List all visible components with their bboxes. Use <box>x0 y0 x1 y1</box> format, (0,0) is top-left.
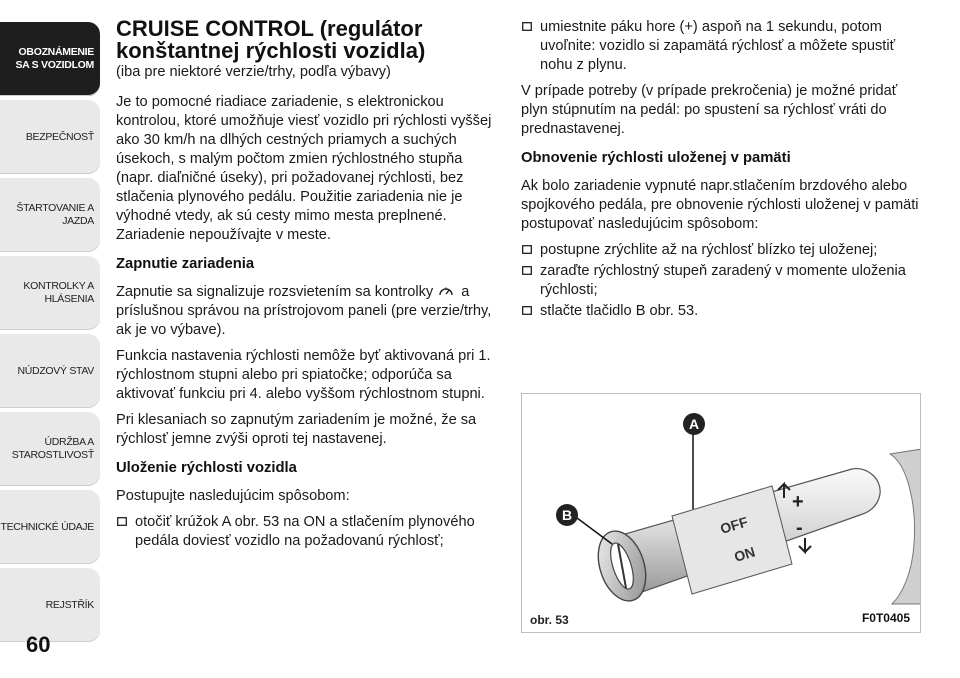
list-item-text: stlačte tlačidlo B obr. 53. <box>540 303 699 319</box>
figure-caption: obr. 53 <box>530 613 569 627</box>
on-label: ON <box>732 543 757 565</box>
minus-label: - <box>796 517 803 539</box>
overtake-paragraph: V prípade potreby (v prípade prekročenia) je možné pridať plyn stúpnutím na pedál: po spustení sa rýchlosť vráti do prednastavenej. <box>521 83 898 137</box>
activation-paragraph <box>116 283 494 340</box>
activation-note: Funkcia nastavenia rýchlosti nemôže byť aktivovaná pri 1. rýchlostnom stupni alebo pri spiatočke; odporúča sa aktivovať funkciu pri 4. alebo vyššom rýchlostnom stupni. <box>116 348 491 402</box>
slope-note: Pri klesaniach so zapnutým zariadením je možné, že sa rýchlosť jemne zvýši oproti tej nastavenej. <box>116 412 477 447</box>
tab-udrzba[interactable]: ÚDRŽBA A STAROSTLIVOSŤ <box>0 412 100 486</box>
list-item <box>116 513 494 551</box>
label-b: B <box>561 507 573 523</box>
arrow-down-icon <box>799 538 811 552</box>
page-number: 60 <box>26 632 51 657</box>
checkbox-bullet-icon <box>117 517 127 526</box>
section-subtitle: (iba pre niektoré verzie/trhy, podľa výbavy) <box>116 64 391 80</box>
restore-intro: Ak bolo zariadenie vypnuté napr.stlačením brzdového alebo spojkového pedála, pre obnovenie rýchlosti uloženej v pamäti postupovať nasledujúcim spôsobom: <box>521 178 919 232</box>
list-item-text: umiestnite páku hore (+) aspoň na 1 sekundu, potom uvoľnite: vozidlo si zapamätá rýchlosť a môžete spustiť nohu z plynu. <box>540 19 896 73</box>
list-item <box>521 18 921 75</box>
label-a: A <box>688 416 700 432</box>
checkbox-bullet-icon <box>522 306 532 315</box>
off-label: OFF <box>718 513 750 537</box>
checkbox-bullet-icon <box>522 245 532 254</box>
right-column <box>521 18 921 328</box>
activation-text-after: a príslušnou správou na prístrojovom paneli (pre verzie/trhy, ak je vo výbave). <box>116 284 492 338</box>
plus-label: + <box>792 491 804 513</box>
speedometer-warning-icon <box>438 285 454 298</box>
tab-technicke-udaje[interactable]: TECHNICKÉ ÚDAJE <box>0 490 100 564</box>
list-item <box>521 241 921 260</box>
tab-nudzovy-stav[interactable]: NÚDZOVÝ STAV <box>0 334 100 408</box>
cruise-control-lever-illustration <box>522 394 921 633</box>
ring-a <box>672 486 792 594</box>
save-steps <box>116 513 494 551</box>
heading-restore-speed: Obnovenie rýchlosti uloženej v pamäti <box>521 150 791 166</box>
list-item <box>521 302 921 321</box>
left-column <box>116 18 494 558</box>
tab-rejstrik[interactable]: REJSTŘÍK <box>0 568 100 642</box>
tab-startovanie[interactable]: ŠTARTOVANIE A JAZDA <box>0 178 100 252</box>
column-housing <box>890 449 921 604</box>
figure-53 <box>521 393 921 633</box>
checkbox-bullet-icon <box>522 22 532 31</box>
section-title: CRUISE CONTROL (regulátor konštantnej rýchlosti vozidla) <box>116 16 426 63</box>
save-intro: Postupujte nasledujúcim spôsobom: <box>116 488 350 504</box>
list-item <box>521 262 921 300</box>
list-item-text: postupne zrýchlite až na rýchlosť blízko tej uloženej; <box>540 242 878 258</box>
list-item-text: zaraďte rýchlostný stupeň zaradený v momente uloženia rýchlosti; <box>540 263 906 298</box>
save-steps-continued <box>521 18 921 75</box>
tab-bezpecnost[interactable]: BEZPEČNOSŤ <box>0 100 100 174</box>
tab-kontrolky[interactable]: KONTROLKY A HLÁSENIA <box>0 256 100 330</box>
heading-save-speed: Uloženie rýchlosti vozidla <box>116 460 297 476</box>
restore-steps <box>521 241 921 321</box>
checkbox-bullet-icon <box>522 266 532 275</box>
tab-oboznamenie[interactable]: OBOZNÁMENIE SA S VOZIDLOM <box>0 22 100 96</box>
activation-text-before: Zapnutie sa signalizuje rozsvietením sa kontrolky <box>116 284 434 300</box>
intro-paragraph: Je to pomocné riadiace zariadenie, s elektronickou kontrolou, ktoré umožňuje viesť vozidlo pri rýchlosti vyššej ako 30 km/h na dlhých cestných priamych a suchých úsekoch, s malým počtom zmien rýchlostného stupňa (napr. diaľničné úseky), pri požadovanej rýchlosti, bez stlačenia plynového pedálu. Použitie zariadenia nie je výhodné vtedy, ak sú cesty mimo mesta preplnené. Zariadenie nepoužívajte v meste. <box>116 94 492 243</box>
list-item-text: otočiť krúžok A obr. 53 na ON a stlačením plynového pedála doviesť vozidlo na požadovanú rýchlosť; <box>135 514 475 549</box>
heading-activation: Zapnutie zariadenia <box>116 256 255 272</box>
figure-code: F0T0405 <box>861 611 910 625</box>
